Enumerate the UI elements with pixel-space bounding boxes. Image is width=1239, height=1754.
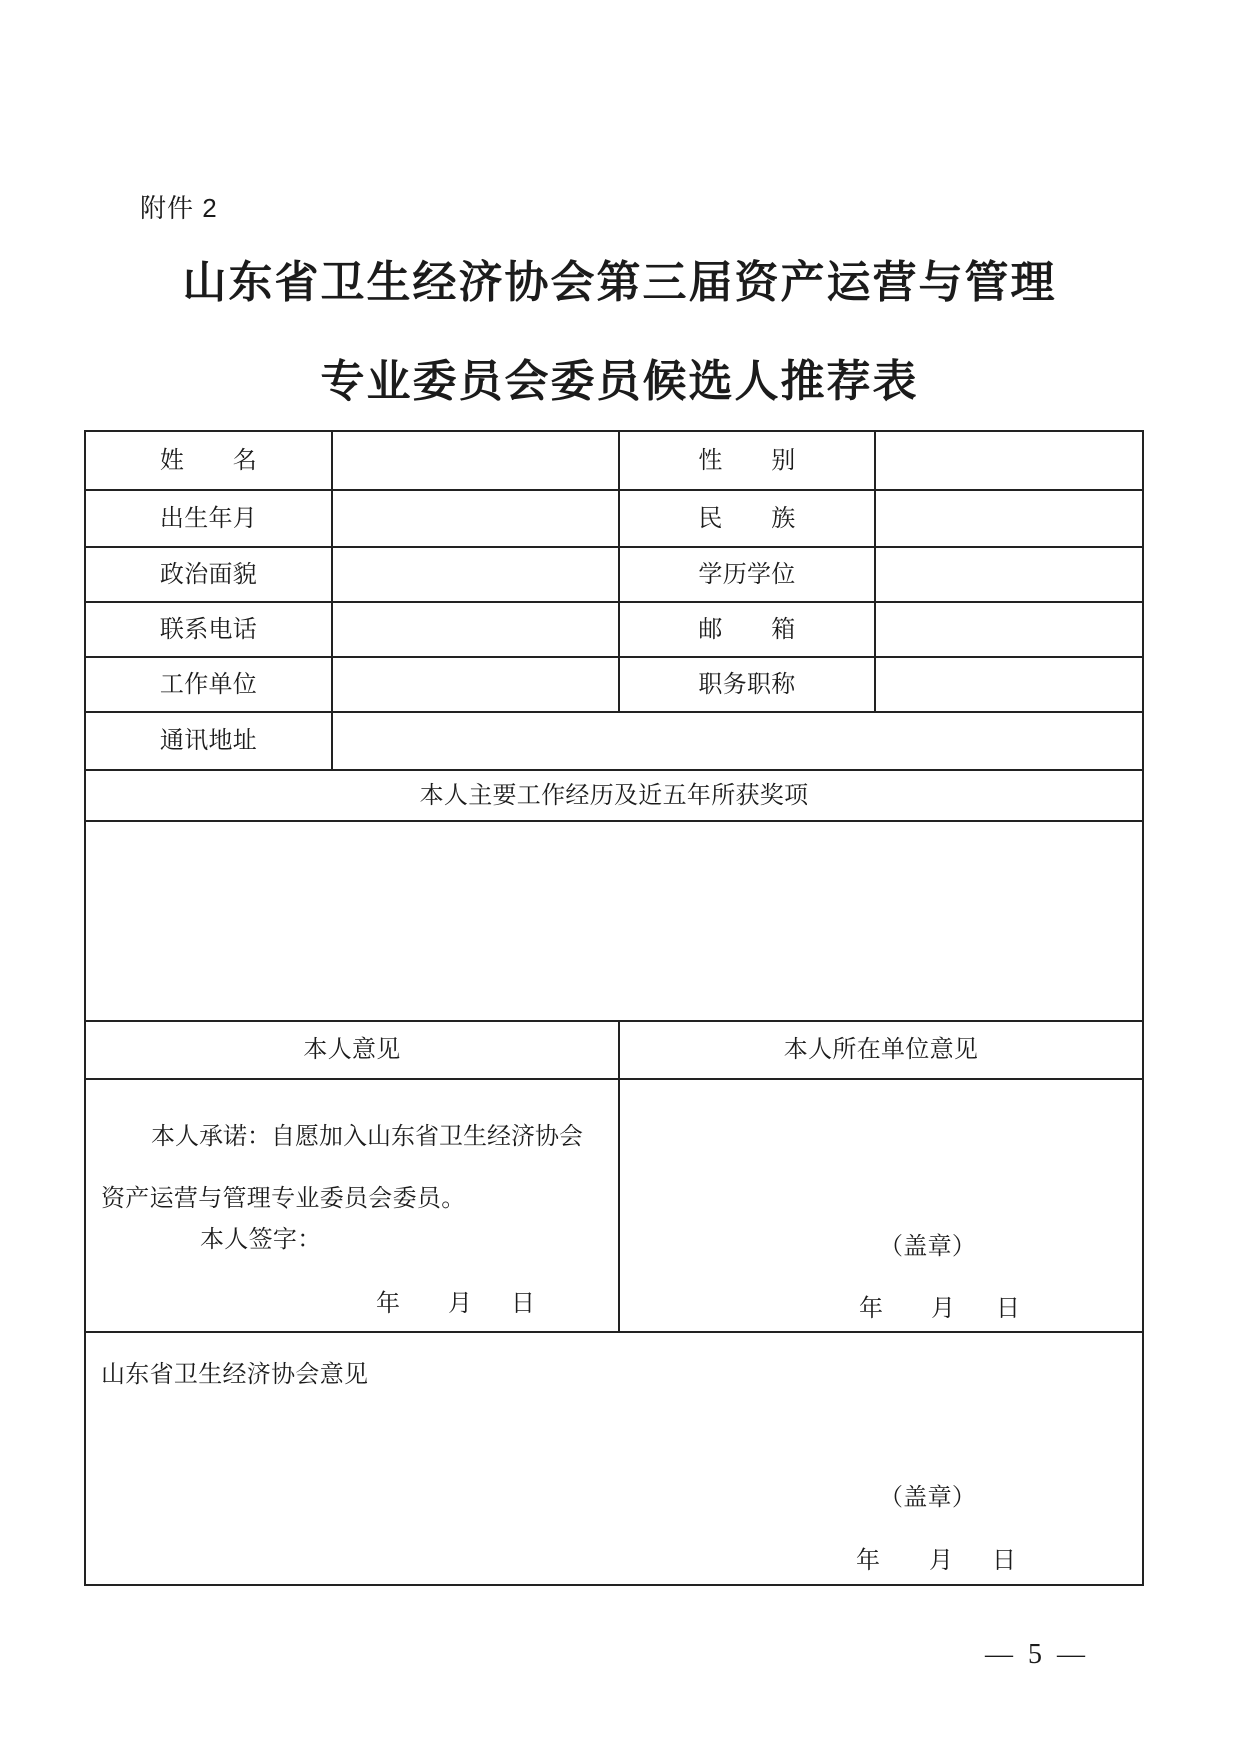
association-seal-label: （盖章） xyxy=(879,1485,977,1511)
address-field xyxy=(332,712,1143,770)
address-label: 通讯地址 xyxy=(85,712,332,770)
signature-label: 本人签字： xyxy=(200,1227,322,1253)
work-experience-header: 本人主要工作经历及近五年所获奖项 xyxy=(85,770,1143,821)
birth-date-field xyxy=(332,490,619,547)
pledge-line-1: 本人承诺：自愿加入山东省卫生经济协会 xyxy=(151,1124,583,1150)
employer-opinion-cell xyxy=(619,1079,1143,1332)
email-label: 邮 箱 xyxy=(619,602,875,657)
phone-label: 联系电话 xyxy=(85,602,332,657)
association-date-year: 年 xyxy=(856,1548,881,1574)
political-status-label: 政治面貌 xyxy=(85,547,332,602)
employer-opinion-header: 本人所在单位意见 xyxy=(619,1021,1143,1079)
education-degree-label: 学历学位 xyxy=(619,547,875,602)
employer-date-day: 日 xyxy=(996,1296,1021,1322)
document-title-line-1: 山东省卫生经济协会第三届资产运营与管理 xyxy=(182,258,1057,307)
association-opinion-header: 山东省卫生经济协会意见 xyxy=(101,1362,369,1388)
name-field xyxy=(332,431,619,490)
employer-label: 工作单位 xyxy=(85,657,332,712)
name-label: 姓 名 xyxy=(85,431,332,490)
recommendation-form-table xyxy=(84,430,1144,1586)
page-number: — 5 — xyxy=(985,1639,1089,1670)
employer-date-year: 年 xyxy=(859,1296,884,1322)
document-title-line-2: 专业委员会委员候选人推荐表 xyxy=(320,357,919,406)
ethnicity-label: 民 族 xyxy=(619,490,875,547)
job-title-label: 职务职称 xyxy=(619,657,875,712)
work-experience-field xyxy=(85,821,1143,1021)
political-status-field xyxy=(332,547,619,602)
self-date-day: 日 xyxy=(511,1291,536,1317)
employer-date-month: 月 xyxy=(931,1296,956,1322)
ethnicity-field xyxy=(875,490,1143,547)
education-degree-field xyxy=(875,547,1143,602)
self-date-year: 年 xyxy=(376,1291,401,1317)
association-opinion-cell xyxy=(85,1332,1143,1585)
self-opinion-header: 本人意见 xyxy=(85,1021,619,1079)
job-title-field xyxy=(875,657,1143,712)
birth-date-label: 出生年月 xyxy=(85,490,332,547)
gender-label: 性 别 xyxy=(619,431,875,490)
attachment-label: 附件 2 xyxy=(140,193,218,223)
phone-field xyxy=(332,602,619,657)
self-opinion-cell xyxy=(85,1079,619,1332)
pledge-line-2: 资产运营与管理专业委员会委员。 xyxy=(101,1186,466,1212)
employer-seal-label: （盖章） xyxy=(879,1234,977,1260)
email-field xyxy=(875,602,1143,657)
association-date-day: 日 xyxy=(992,1548,1017,1574)
self-date-month: 月 xyxy=(448,1291,473,1317)
employer-field xyxy=(332,657,619,712)
association-date-month: 月 xyxy=(929,1548,954,1574)
gender-field xyxy=(875,431,1143,490)
